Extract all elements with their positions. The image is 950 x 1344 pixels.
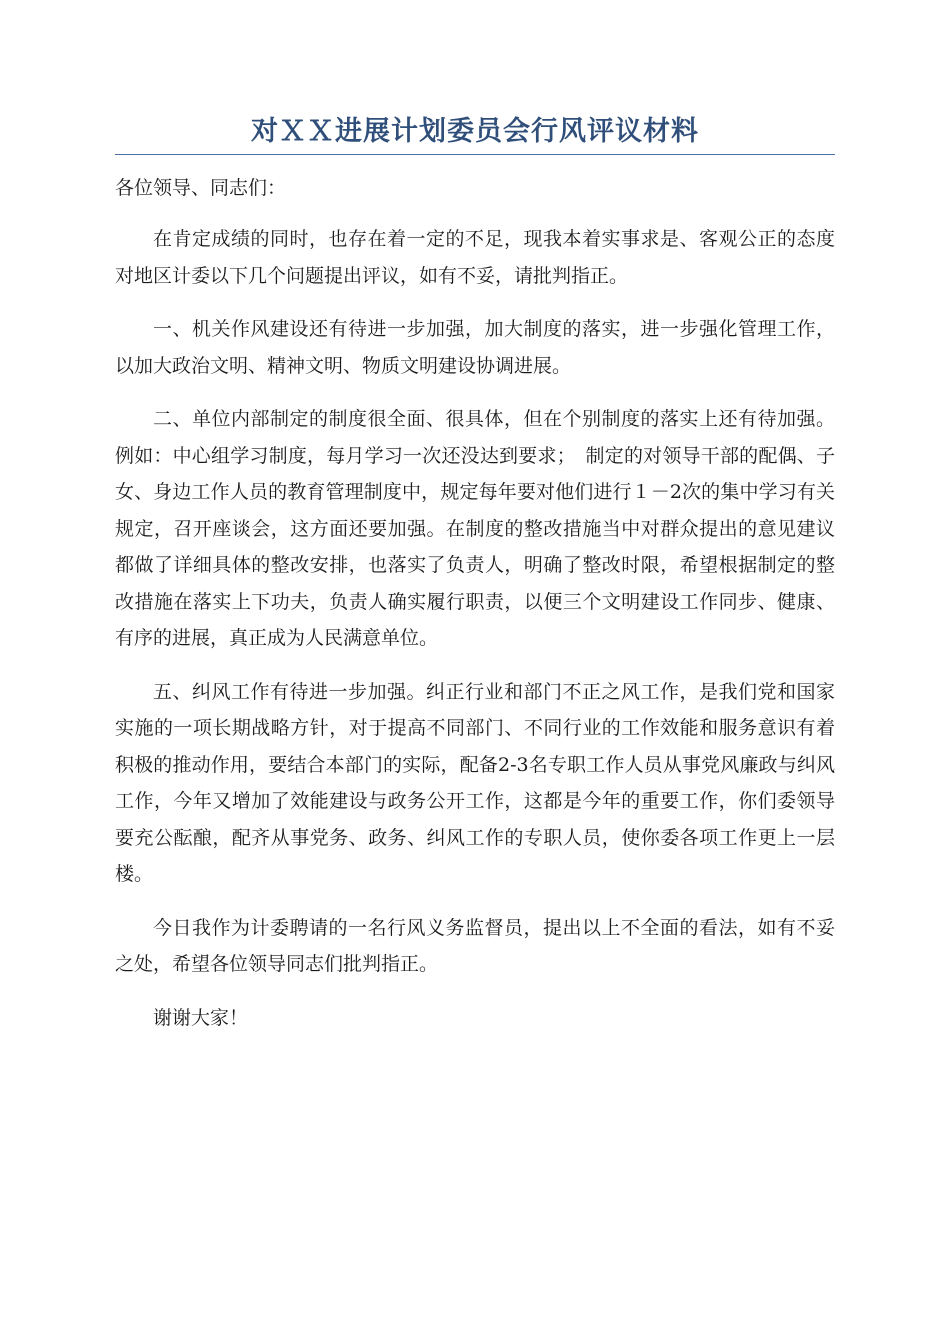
document-page — [115, 112, 835, 1053]
salutation: 各位领导、同志们： — [115, 177, 287, 199]
paragraph-point-one: 一、机关作风建设还有待进一步加强，加大制度的落实，进一步强化管理工作，以加大政治文明、精神文明、物质文明建设协调进展。 — [115, 318, 835, 377]
paragraph-point-two: 二、单位内部制定的制度很全面、很具体，但在个别制度的落实上还有待加强。例如：中心组学习制度，每月学习一次还没达到要求； 制定的对领导干部的配偶、子女、身边工作人员的教育管理制度中，规定每年要对他们进行１－2次的集中学习有关规定，召开座谈会，这方面还要加强。在制度的整改措施当中对群众提出的意见建议都做了详细具体的整改安排，也落实了负责人，明确了整改时限，希望根据制定的整改措施在落实上下功夫，负责人确实履行职责，以便三个文明建设工作同步、健康、有序的进展，真正成为人民满意单位。 — [115, 408, 835, 649]
paragraph-closing: 今日我作为计委聘请的一名行风义务监督员，提出以上不全面的看法，如有不妥之处，希望各位领导同志们批判指正。 — [115, 916, 835, 975]
title-underline — [115, 154, 835, 155]
paragraph-point-five: 五、纠风工作有待进一步加强。纠正行业和部门不正之风工作，是我们党和国家实施的一项长期战略方针，对于提高不同部门、不同行业的工作效能和服务意识有着积极的推动作用，要结合本部门的实际，配备2-3名专职工作人员从事党风廉政与纠风工作，今年又增加了效能建设与政务公开工作，这都是今年的重要工作，你们委领导要充公酝酿，配齐从事党务、政务、纠风工作的专职人员，使你委各项工作更上一层楼。 — [115, 680, 835, 885]
paragraph-intro: 在肯定成绩的同时，也存在着一定的不足，现我本着实事求是、客观公正的态度对地区计委以下几个问题提出评议，如有不妥，请批判指正。 — [115, 228, 835, 287]
paragraph-thanks: 谢谢大家！ — [153, 1006, 249, 1029]
document-title: 对ＸＸ进展计划委员会行风评议材料 — [251, 116, 699, 147]
